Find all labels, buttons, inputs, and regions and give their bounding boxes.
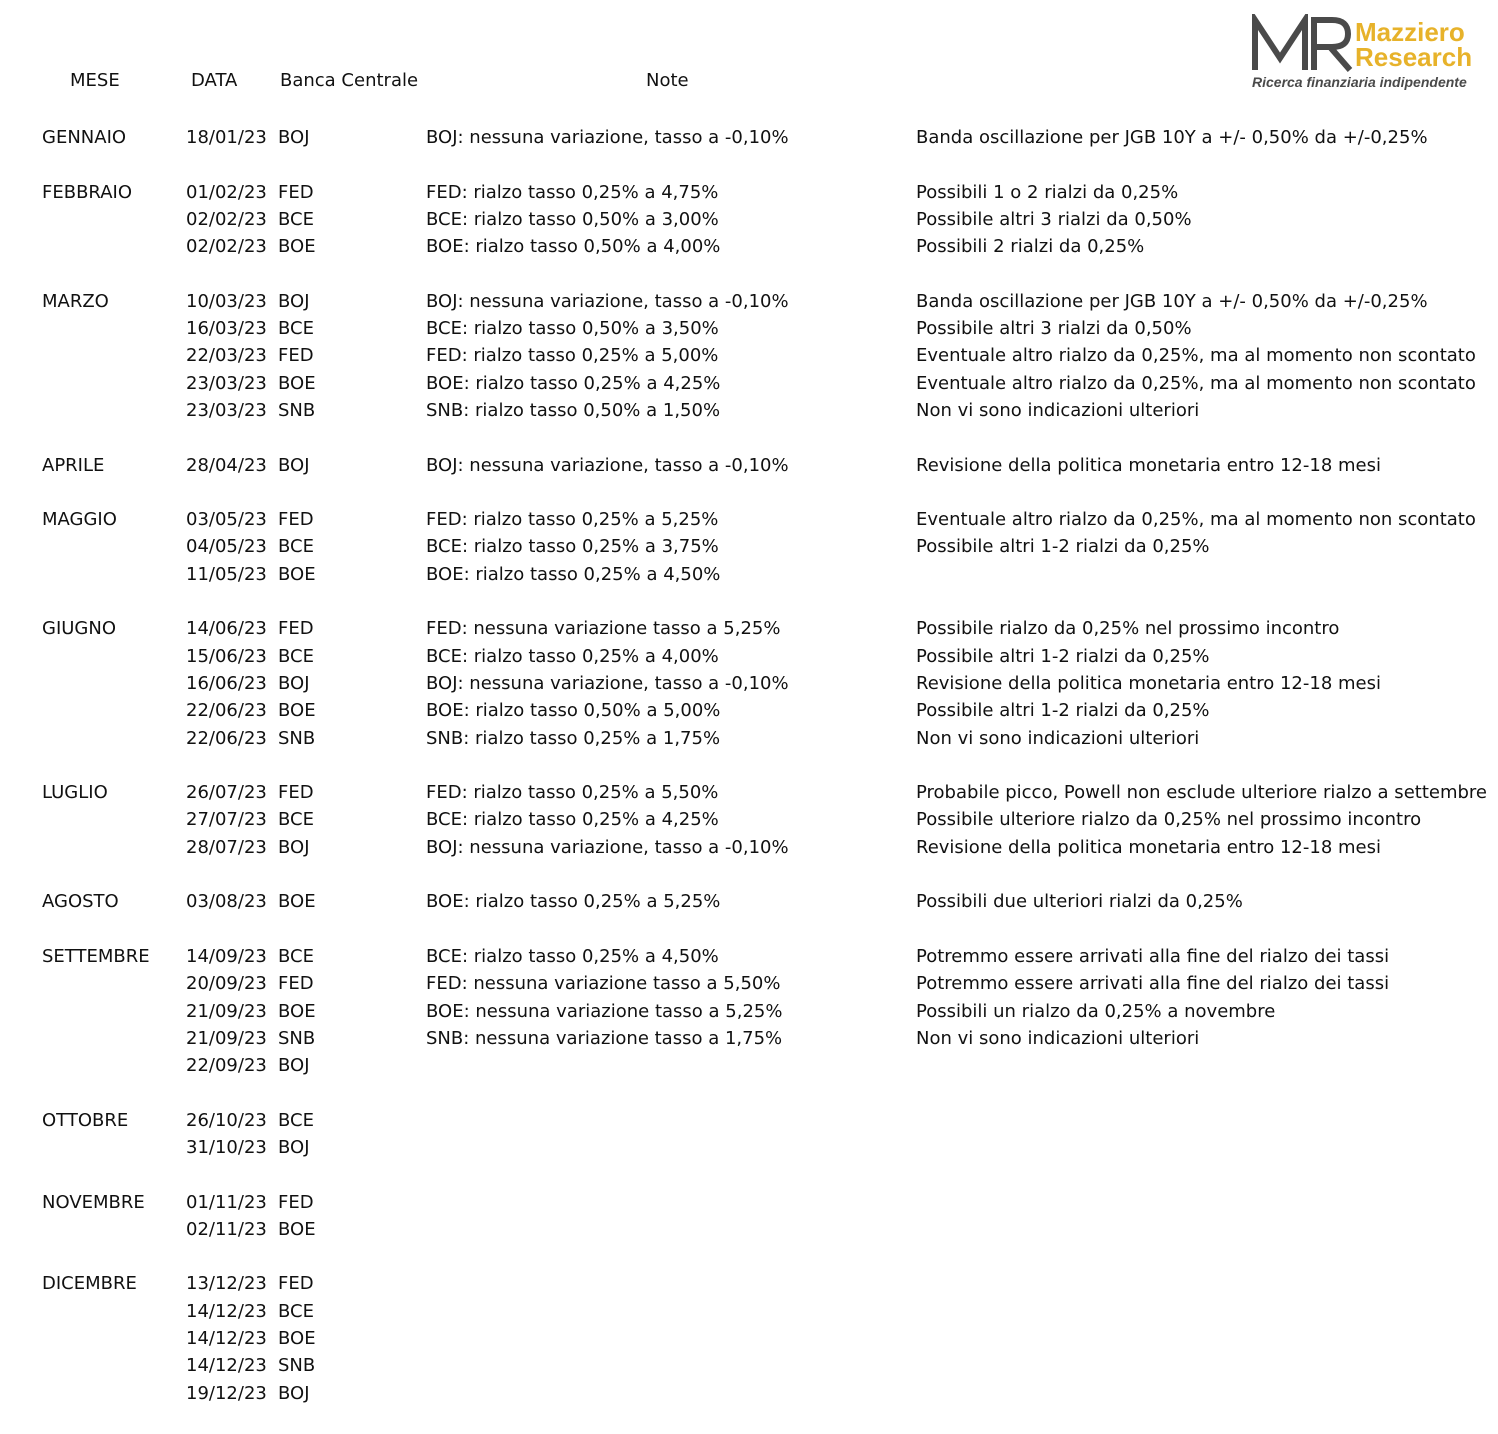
month-group [0, 1189, 1498, 1244]
bank-cell: BCE [278, 809, 314, 831]
logo-name [1355, 17, 1473, 72]
outlook-cell: Possibile altri 1-2 rialzi da 0,25% [916, 645, 1210, 667]
outlook-cell: Probabile picco, Powell non esclude ulteriore rialzo a settembre [916, 782, 1487, 804]
bank-cell: FED [278, 1191, 314, 1213]
note-cell: BCE: rialzo tasso 0,25% a 4,25% [426, 809, 719, 831]
month-group [0, 124, 1498, 151]
month-group [0, 179, 1498, 261]
bank-cell: BOE [278, 700, 316, 722]
bank-cell: BOJ [278, 1055, 310, 1077]
table-row [0, 643, 1498, 670]
table-row [0, 397, 1498, 424]
table-row [0, 1325, 1498, 1352]
logo-name-line2: Research [1355, 42, 1473, 72]
note-cell: SNB: rialzo tasso 0,50% a 1,50% [426, 399, 721, 421]
outlook-cell: Possibili un rialzo da 0,25% a novembre [916, 1000, 1276, 1022]
bank-cell: FED [278, 973, 314, 995]
outlook-cell: Possibili due ulteriori rialzi da 0,25% [916, 891, 1243, 913]
logo-tagline: Ricerca finanziaria indipendente [1252, 74, 1467, 90]
month-group [0, 1107, 1498, 1162]
month-label: LUGLIO [42, 782, 108, 804]
bank-cell: BCE [278, 1300, 314, 1322]
date-cell: 10/03/23 [186, 290, 267, 312]
table-row [0, 1107, 1498, 1134]
bank-cell: BOE [278, 563, 316, 585]
date-cell: 14/12/23 [186, 1355, 267, 1377]
month-label: GENNAIO [42, 127, 127, 148]
date-cell: 16/03/23 [186, 318, 267, 340]
note-cell: BCE: rialzo tasso 0,25% a 4,00% [426, 645, 719, 667]
outlook-cell: Revisione della politica monetaria entro 12-18 mesi [916, 836, 1381, 858]
date-cell: 01/11/23 [186, 1191, 267, 1213]
table-row [0, 179, 1498, 206]
outlook-cell: Revisione della politica monetaria entro 12-18 mesi [916, 672, 1381, 694]
table-row [0, 288, 1498, 315]
note-cell: SNB: nessuna variazione tasso a 1,75% [426, 1027, 783, 1049]
bank-cell: BCE [278, 536, 314, 558]
header-data: DATA [191, 70, 238, 91]
note-cell: BOJ: nessuna variazione, tasso a -0,10% [426, 454, 789, 476]
table-row [0, 233, 1498, 260]
date-cell: 20/09/23 [186, 973, 267, 995]
date-cell: 26/10/23 [186, 1109, 267, 1131]
month-label: OTTOBRE [42, 1109, 129, 1131]
outlook-cell: Possibile altri 1-2 rialzi da 0,25% [916, 536, 1210, 558]
outlook-cell: Non vi sono indicazioni ulteriori [916, 727, 1200, 749]
note-cell: BOJ: nessuna variazione, tasso a -0,10% [426, 290, 789, 312]
date-cell: 23/03/23 [186, 399, 267, 421]
bank-cell: BCE [278, 645, 314, 667]
bank-cell: BOJ [278, 290, 310, 312]
table-row [0, 615, 1498, 642]
outlook-cell: Non vi sono indicazioni ulteriori [916, 399, 1200, 421]
table-row [0, 1189, 1498, 1216]
date-cell: 13/12/23 [186, 1273, 267, 1295]
header-note: Note [646, 70, 689, 91]
bank-cell: FED [278, 345, 314, 367]
bank-cell: SNB [278, 1355, 316, 1377]
bank-cell: FED [278, 509, 314, 531]
date-cell: 26/07/23 [186, 782, 267, 804]
note-cell: SNB: rialzo tasso 0,25% a 1,75% [426, 727, 721, 749]
table-row [0, 725, 1498, 752]
date-cell: 28/07/23 [186, 836, 267, 858]
table-row [0, 124, 1498, 151]
outlook-cell: Revisione della politica monetaria entro 12-18 mesi [916, 454, 1381, 476]
mr-monogram-icon [1250, 14, 1356, 74]
month-group [0, 779, 1498, 861]
date-cell: 19/12/23 [186, 1382, 267, 1404]
outlook-cell: Possibile rialzo da 0,25% nel prossimo incontro [916, 618, 1340, 640]
month-label: MARZO [42, 290, 109, 312]
note-cell: FED: rialzo tasso 0,25% a 5,00% [426, 345, 719, 367]
central-bank-calendar [0, 124, 1498, 1434]
date-cell: 22/06/23 [186, 727, 267, 749]
table-row [0, 506, 1498, 533]
date-cell: 01/02/23 [186, 181, 267, 203]
table-row [0, 970, 1498, 997]
table-row [0, 779, 1498, 806]
table-row [0, 943, 1498, 970]
note-cell: BCE: rialzo tasso 0,25% a 3,75% [426, 536, 719, 558]
month-label: MAGGIO [42, 509, 117, 531]
month-group [0, 506, 1498, 588]
date-cell: 04/05/23 [186, 536, 267, 558]
table-row [0, 670, 1498, 697]
date-cell: 02/02/23 [186, 208, 267, 230]
table-row [0, 1380, 1498, 1407]
outlook-cell: Potremmo essere arrivati alla fine del rialzo dei tassi [916, 973, 1390, 995]
outlook-cell: Banda oscillazione per JGB 10Y a +/- 0,50% da +/-0,25% [916, 290, 1428, 312]
note-cell: BCE: rialzo tasso 0,25% a 4,50% [426, 945, 719, 967]
outlook-cell: Possibili 1 o 2 rialzi da 0,25% [916, 181, 1179, 203]
bank-cell: BOJ [278, 454, 310, 476]
table-row [0, 1298, 1498, 1325]
note-cell: BOE: rialzo tasso 0,50% a 4,00% [426, 236, 721, 258]
outlook-cell: Possibile altri 1-2 rialzi da 0,25% [916, 700, 1210, 722]
note-cell: BOE: rialzo tasso 0,25% a 5,25% [426, 891, 721, 913]
date-cell: 21/09/23 [186, 1027, 267, 1049]
bank-cell: SNB [278, 727, 316, 749]
bank-cell: SNB [278, 399, 316, 421]
note-cell: BOE: rialzo tasso 0,50% a 5,00% [426, 700, 721, 722]
outlook-cell: Eventuale altro rialzo da 0,25%, ma al momento non scontato [916, 509, 1476, 531]
table-row [0, 888, 1498, 915]
note-cell: BOJ: nessuna variazione, tasso a -0,10% [426, 836, 789, 858]
table-row [0, 834, 1498, 861]
date-cell: 28/04/23 [186, 454, 267, 476]
note-cell: BOJ: nessuna variazione, tasso a -0,10% [426, 127, 789, 148]
table-row [0, 1216, 1498, 1243]
table-row [0, 561, 1498, 588]
note-cell: BOE: rialzo tasso 0,25% a 4,25% [426, 372, 721, 394]
month-label: SETTEMBRE [42, 945, 150, 967]
table-row [0, 697, 1498, 724]
header-mese: MESE [70, 70, 120, 91]
month-group [0, 888, 1498, 915]
mazziero-research-logo [1250, 14, 1490, 94]
bank-cell: BOJ [278, 836, 310, 858]
table-row [0, 1134, 1498, 1161]
date-cell: 23/03/23 [186, 372, 267, 394]
table-row [0, 533, 1498, 560]
bank-cell: BCE [278, 945, 314, 967]
note-cell: FED: nessuna variazione tasso a 5,25% [426, 618, 781, 640]
date-cell: 22/03/23 [186, 345, 267, 367]
bank-cell: FED [278, 1273, 314, 1295]
date-cell: 14/12/23 [186, 1300, 267, 1322]
bank-cell: BOE [278, 1000, 316, 1022]
outlook-cell: Possibile altri 3 rialzi da 0,50% [916, 208, 1192, 230]
table-row [0, 1025, 1498, 1052]
date-cell: 02/11/23 [186, 1218, 267, 1240]
date-cell: 14/09/23 [186, 945, 267, 967]
table-row [0, 342, 1498, 369]
bank-cell: BOE [278, 236, 316, 258]
note-cell: BCE: rialzo tasso 0,50% a 3,50% [426, 318, 719, 340]
table-row [0, 998, 1498, 1025]
outlook-cell: Potremmo essere arrivati alla fine del rialzo dei tassi [916, 945, 1390, 967]
bank-cell: BCE [278, 318, 314, 340]
note-cell: BOE: rialzo tasso 0,25% a 4,50% [426, 563, 721, 585]
month-group [0, 452, 1498, 479]
month-label: NOVEMBRE [42, 1191, 145, 1213]
date-cell: 03/05/23 [186, 509, 267, 531]
outlook-cell: Possibile altri 3 rialzi da 0,50% [916, 318, 1192, 340]
outlook-cell: Possibili 2 rialzi da 0,25% [916, 236, 1145, 258]
date-cell: 11/05/23 [186, 563, 267, 585]
table-row [0, 1052, 1498, 1079]
note-cell: FED: nessuna variazione tasso a 5,50% [426, 973, 781, 995]
month-label: GIUGNO [42, 618, 117, 640]
date-cell: 15/06/23 [186, 645, 267, 667]
date-cell: 02/02/23 [186, 236, 267, 258]
outlook-cell: Non vi sono indicazioni ulteriori [916, 1027, 1200, 1049]
bank-cell: BOJ [278, 127, 310, 148]
month-group [0, 288, 1498, 424]
date-cell: 22/09/23 [186, 1055, 267, 1077]
outlook-cell: Possibile ulteriore rialzo da 0,25% nel prossimo incontro [916, 809, 1422, 831]
bank-cell: FED [278, 181, 314, 203]
bank-cell: BCE [278, 1109, 314, 1131]
logo-name-line1: Mazziero [1355, 17, 1465, 47]
date-cell: 18/01/23 [186, 127, 267, 148]
date-cell: 31/10/23 [186, 1136, 267, 1158]
note-cell: FED: rialzo tasso 0,25% a 5,50% [426, 782, 719, 804]
date-cell: 21/09/23 [186, 1000, 267, 1022]
header-banca-centrale: Banca Centrale [280, 70, 419, 91]
note-cell: BOJ: nessuna variazione, tasso a -0,10% [426, 672, 789, 694]
date-cell: 22/06/23 [186, 700, 267, 722]
bank-cell: BOE [278, 372, 316, 394]
bank-cell: BOE [278, 1328, 316, 1350]
table-row [0, 1270, 1498, 1297]
bank-cell: SNB [278, 1027, 316, 1049]
bank-cell: BOJ [278, 1136, 310, 1158]
table-row [0, 315, 1498, 342]
table-row [0, 806, 1498, 833]
month-group [0, 943, 1498, 1079]
table-row [0, 206, 1498, 233]
date-cell: 14/12/23 [186, 1328, 267, 1350]
outlook-cell: Banda oscillazione per JGB 10Y a +/- 0,50% da +/-0,25% [916, 127, 1428, 148]
bank-cell: BCE [278, 208, 314, 230]
bank-cell: BOJ [278, 672, 310, 694]
outlook-cell: Eventuale altro rialzo da 0,25%, ma al momento non scontato [916, 372, 1476, 394]
table-row [0, 370, 1498, 397]
date-cell: 14/06/23 [186, 618, 267, 640]
bank-cell: BOE [278, 891, 316, 913]
date-cell: 27/07/23 [186, 809, 267, 831]
bank-cell: FED [278, 782, 314, 804]
date-cell: 03/08/23 [186, 891, 267, 913]
bank-cell: BOE [278, 1218, 316, 1240]
bank-cell: BOJ [278, 1382, 310, 1404]
note-cell: BOE: nessuna variazione tasso a 5,25% [426, 1000, 783, 1022]
table-row [0, 1352, 1498, 1379]
month-group [0, 1270, 1498, 1406]
month-label: AGOSTO [42, 891, 119, 913]
date-cell: 16/06/23 [186, 672, 267, 694]
month-label: FEBBRAIO [42, 181, 132, 203]
month-group [0, 615, 1498, 751]
note-cell: FED: rialzo tasso 0,25% a 5,25% [426, 509, 719, 531]
outlook-cell: Eventuale altro rialzo da 0,25%, ma al momento non scontato [916, 345, 1476, 367]
month-label: DICEMBRE [42, 1273, 137, 1295]
month-label: APRILE [42, 454, 105, 476]
bank-cell: FED [278, 618, 314, 640]
note-cell: BCE: rialzo tasso 0,50% a 3,00% [426, 208, 719, 230]
note-cell: FED: rialzo tasso 0,25% a 4,75% [426, 181, 719, 203]
table-row [0, 452, 1498, 479]
